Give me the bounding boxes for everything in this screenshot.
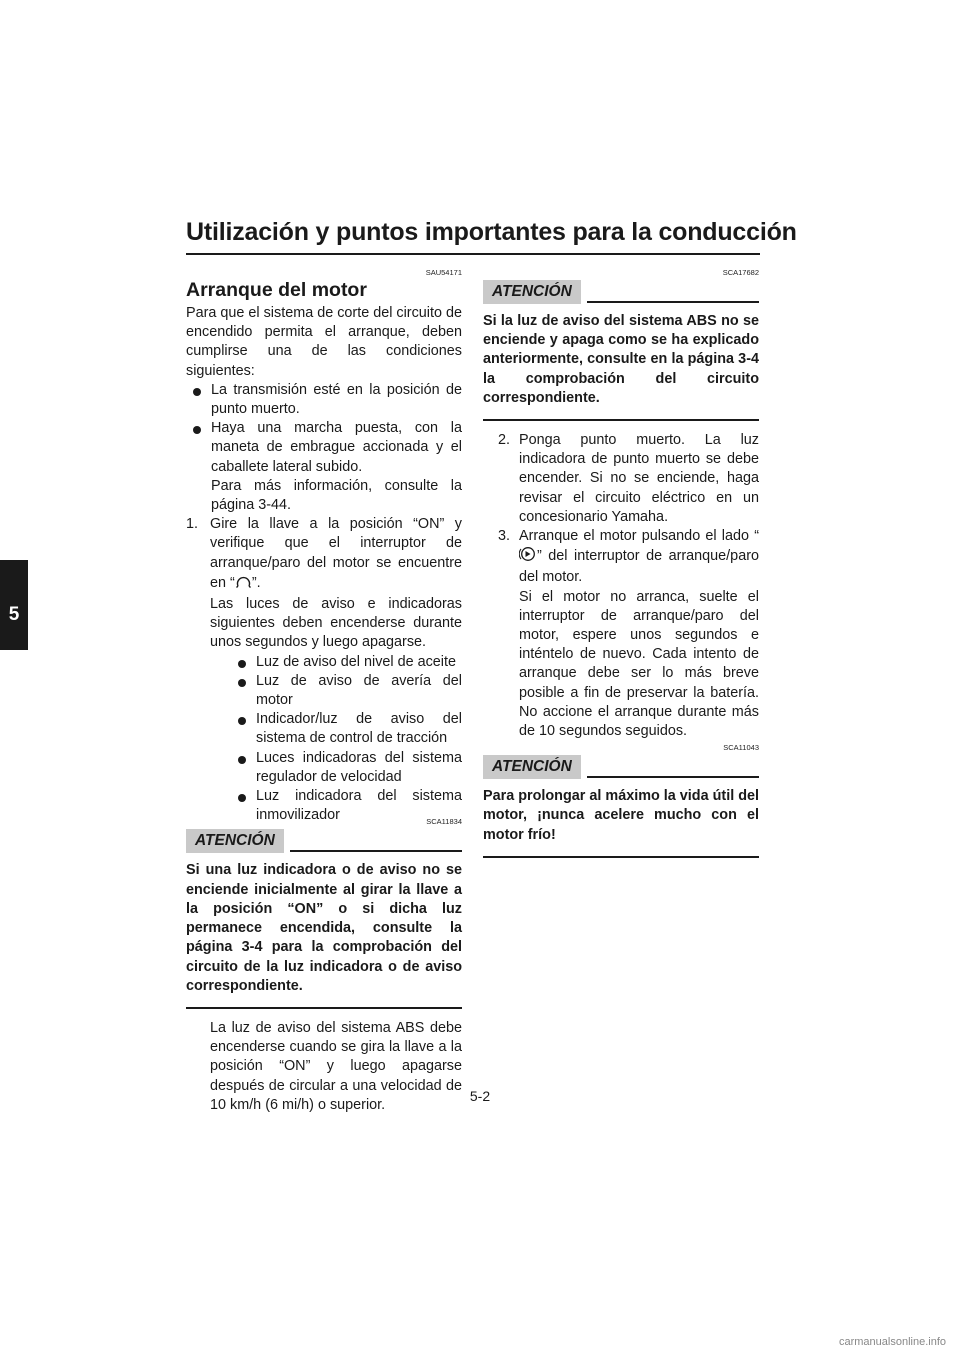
bullet-icon — [238, 660, 246, 668]
watermark-link[interactable]: carmanualsonline.info — [838, 1336, 946, 1348]
light-item: Luz de aviso del nivel de aceite — [186, 653, 462, 672]
caution-rule — [587, 776, 759, 778]
caution-end-rule — [186, 1007, 462, 1009]
section-title: Arranque del motor — [186, 279, 367, 301]
caution-header — [186, 829, 462, 855]
section-code: SAU54171 — [425, 268, 462, 277]
condition-item: Haya una marcha puesta, con la maneta de embrague accionada y el caballete lateral subido. — [186, 419, 462, 477]
bullet-icon — [238, 794, 246, 802]
caution-label: ATENCIÓN — [483, 280, 581, 304]
caution-label: ATENCIÓN — [186, 829, 284, 853]
engine-run-icon — [235, 573, 252, 595]
step-text: Gire la llave a la posición “ON” y verifique que el interruptor de arranque/paro del motor se encuentre en “ — [210, 516, 462, 591]
step-item: 3. Arranque el motor pulsando el lado “” del interruptor de arranque/paro del motor. — [498, 528, 759, 586]
caution-code: SCA11043 — [723, 743, 759, 753]
bullet-icon — [193, 388, 201, 396]
light-item: Luces indicadoras del sistema regulador de velocidad — [186, 749, 462, 787]
page-number: 5-2 — [469, 1088, 491, 1104]
step-number: 3. — [498, 528, 511, 545]
step-number: 1. — [186, 516, 199, 533]
condition-item: La transmisión esté en la posición de punto muerto. — [186, 381, 462, 419]
step-number: 2. — [498, 432, 511, 449]
caution-text: Si una luz indicadora o de aviso no se enciende inicialmente al girar la llave a la posición “ON” o si dicha luz permanece encendida, consulte la página 3-4 para la comprobación del circuito de la luz indicadora o de aviso correspondiente. — [186, 862, 462, 994]
light-item: Luz de aviso de avería del motor — [186, 672, 462, 710]
bullet-icon — [193, 426, 201, 434]
intro-paragraph: Para que el sistema de corte del circuito de encendido permita el arranque, deben cumplirse una de las condiciones siguientes: — [186, 305, 462, 379]
chapter-number: 5 — [8, 604, 20, 625]
caution-rule — [290, 850, 462, 852]
caution-end-rule — [483, 856, 759, 858]
abs-note: La luz de aviso del sistema ABS debe encenderse cuando se gira la llave a la posición “ON” y luego apagarse después de circular a una velocidad de 10 km/h (6 mi/h) o superior. — [210, 1019, 462, 1113]
caution-label: ATENCIÓN — [483, 755, 581, 779]
condition-note: Para más información, consulte la página 3-44. — [211, 477, 462, 514]
header-rule — [186, 253, 760, 255]
caution-text: Para prolongar al máximo la vida útil del motor, ¡nunca acelere mucho con el motor frío! — [483, 788, 759, 843]
caution-rule — [587, 301, 759, 303]
light-item: Indicador/luz de aviso del sistema de control de tracción — [186, 710, 462, 748]
bullet-icon — [238, 717, 246, 725]
caution-code: SCA17682 — [722, 268, 759, 277]
caution-end-rule — [483, 419, 759, 421]
light-item: Luz indicadora del sistema inmovilizador — [186, 787, 462, 825]
caution-text: Si la luz de aviso del sistema ABS no se enciende y apaga como se ha explicado anteriormente, consulte en la página 3-4 la comprobación del circuito correspondiente. — [483, 313, 759, 406]
right-column — [483, 268, 759, 868]
caution-code: SCA11834 — [426, 817, 462, 827]
bullet-icon — [238, 756, 246, 764]
caution-header — [483, 280, 759, 306]
step-note: Las luces de aviso e indicadoras siguientes deben encenderse durante unos segundos y luego apagarse. — [210, 596, 462, 651]
step-note: Si el motor no arranca, suelte el interruptor de arranque/paro del motor, espere unos segundos e inténtelo de nuevo. Cada intento de arranque debe ser lo más breve posible a fin de preservar la batería. No accione el arranque durante más de 10 segundos seguidos. — [519, 588, 759, 740]
left-column — [186, 268, 462, 1115]
page-title: Utilización y puntos importantes para la conducción — [186, 218, 797, 246]
step-text: Arranque el motor pulsando el lado “ — [519, 528, 759, 545]
bullet-icon — [238, 679, 246, 687]
step-item: 1. Gire la llave a la posición “ON” y verifique que el interruptor de arranque/paro del motor se encuentre en “ ”. — [186, 515, 462, 595]
step-item — [483, 431, 759, 527]
step-text: Ponga punto muerto. La luz indicadora de punto muerto se debe encender. Si no se enciende, haga revisar el circuito eléctrico en un concesionario Yamaha. — [519, 432, 759, 525]
caution-header — [483, 755, 759, 781]
engine-start-icon — [519, 546, 537, 568]
